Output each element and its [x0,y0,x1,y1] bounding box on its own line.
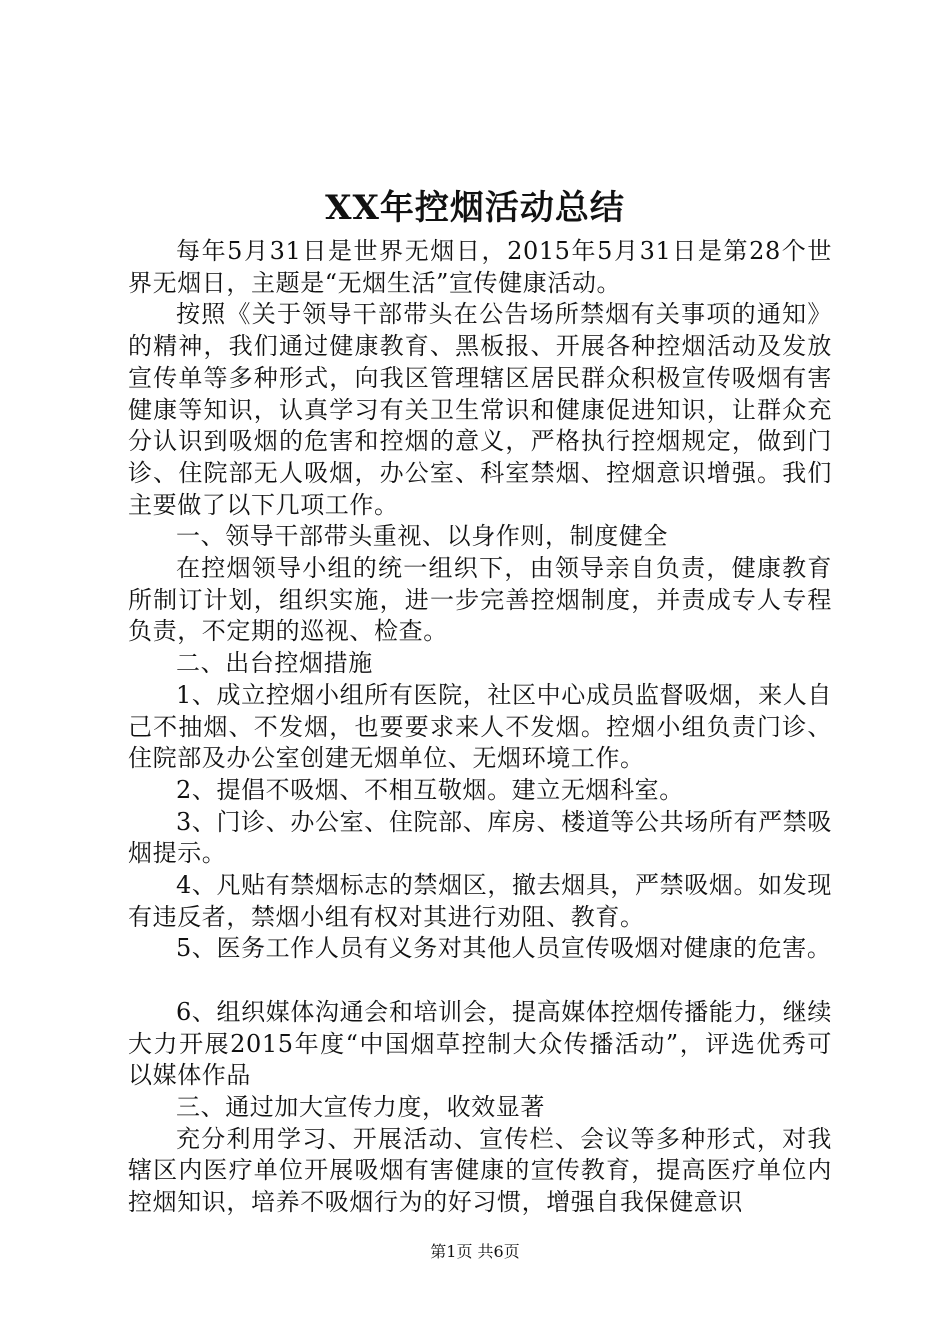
blank-line [128,965,832,997]
paragraph: 在控烟领导小组的统一组织下，由领导亲自负责，健康教育所制订计划，组织实施，进一步完善控烟制度，并责成专人专程负责，不定期的巡视、检查。 [128,554,832,646]
list-item: 5、医务工作人员有义务对其他人员宣传吸烟对健康的危害。 [176,934,832,963]
section-heading: 一、领导干部带头重视、以身作则，制度健全 [176,522,668,551]
list-item: 6、组织媒体沟通会和培训会，提高媒体控烟传播能力，继续大力开展2015年度“中国烟草控制大众传播活动”，评选优秀可以媒体作品 [128,997,832,1090]
list-item: 4、凡贴有禁烟标志的禁烟区，撤去烟具，严禁吸烟。如发现有违反者，禁烟小组有权对其进行劝阻、教育。 [128,871,832,931]
list-item: 2、提倡不吸烟、不相互敬烟。建立无烟科室。 [176,775,684,804]
document-body [128,236,832,1219]
document-title: XX年控烟活动总结 [325,188,625,228]
section-heading: 二、出台控烟措施 [176,649,373,678]
paragraph: 每年5月31日是世界无烟日，2015年5月31日是第28个世界无烟日，主题是“无烟生活”宣传健康活动。 [128,237,832,297]
paragraph: 按照《关于领导干部带头在公告场所禁烟有关事项的通知》的精神，我们通过健康教育、黑板报、开展各种控烟活动及发放宣传单等多种形式，向我区管理辖区居民群众积极宣传吸烟有害健康等知识，认真学习有关卫生常识和健康促进知识，让群众充分认识到吸烟的危害和控烟的意义，严格执行控烟规定，做到门诊、住院部无人吸烟，办公室、科室禁烟、控烟意识增强。我们主要做了以下几项工作。 [128,300,832,519]
paragraph: 充分利用学习、开展活动、宣传栏、会议等多种形式，对我辖区内医疗单位开展吸烟有害健康的宣传教育，提高医疗单位内控烟知识，培养不吸烟行为的好习惯，增强自我保健意识 [128,1124,832,1217]
page-number-footer: 第1页 共6页 [430,1242,520,1261]
section-heading: 三、通过加大宣传力度，收效显著 [176,1092,545,1121]
list-item: 3、门诊、办公室、住院部、库房、楼道等公共场所有严禁吸烟提示。 [128,807,832,868]
list-item: 1、成立控烟小组所有医院，社区中心成员监督吸烟，来人自己不抽烟、不发烟，也要要求来人不发烟。控烟小组负责门诊、住院部及办公室创建无烟单位、无烟环境工作。 [128,680,832,773]
